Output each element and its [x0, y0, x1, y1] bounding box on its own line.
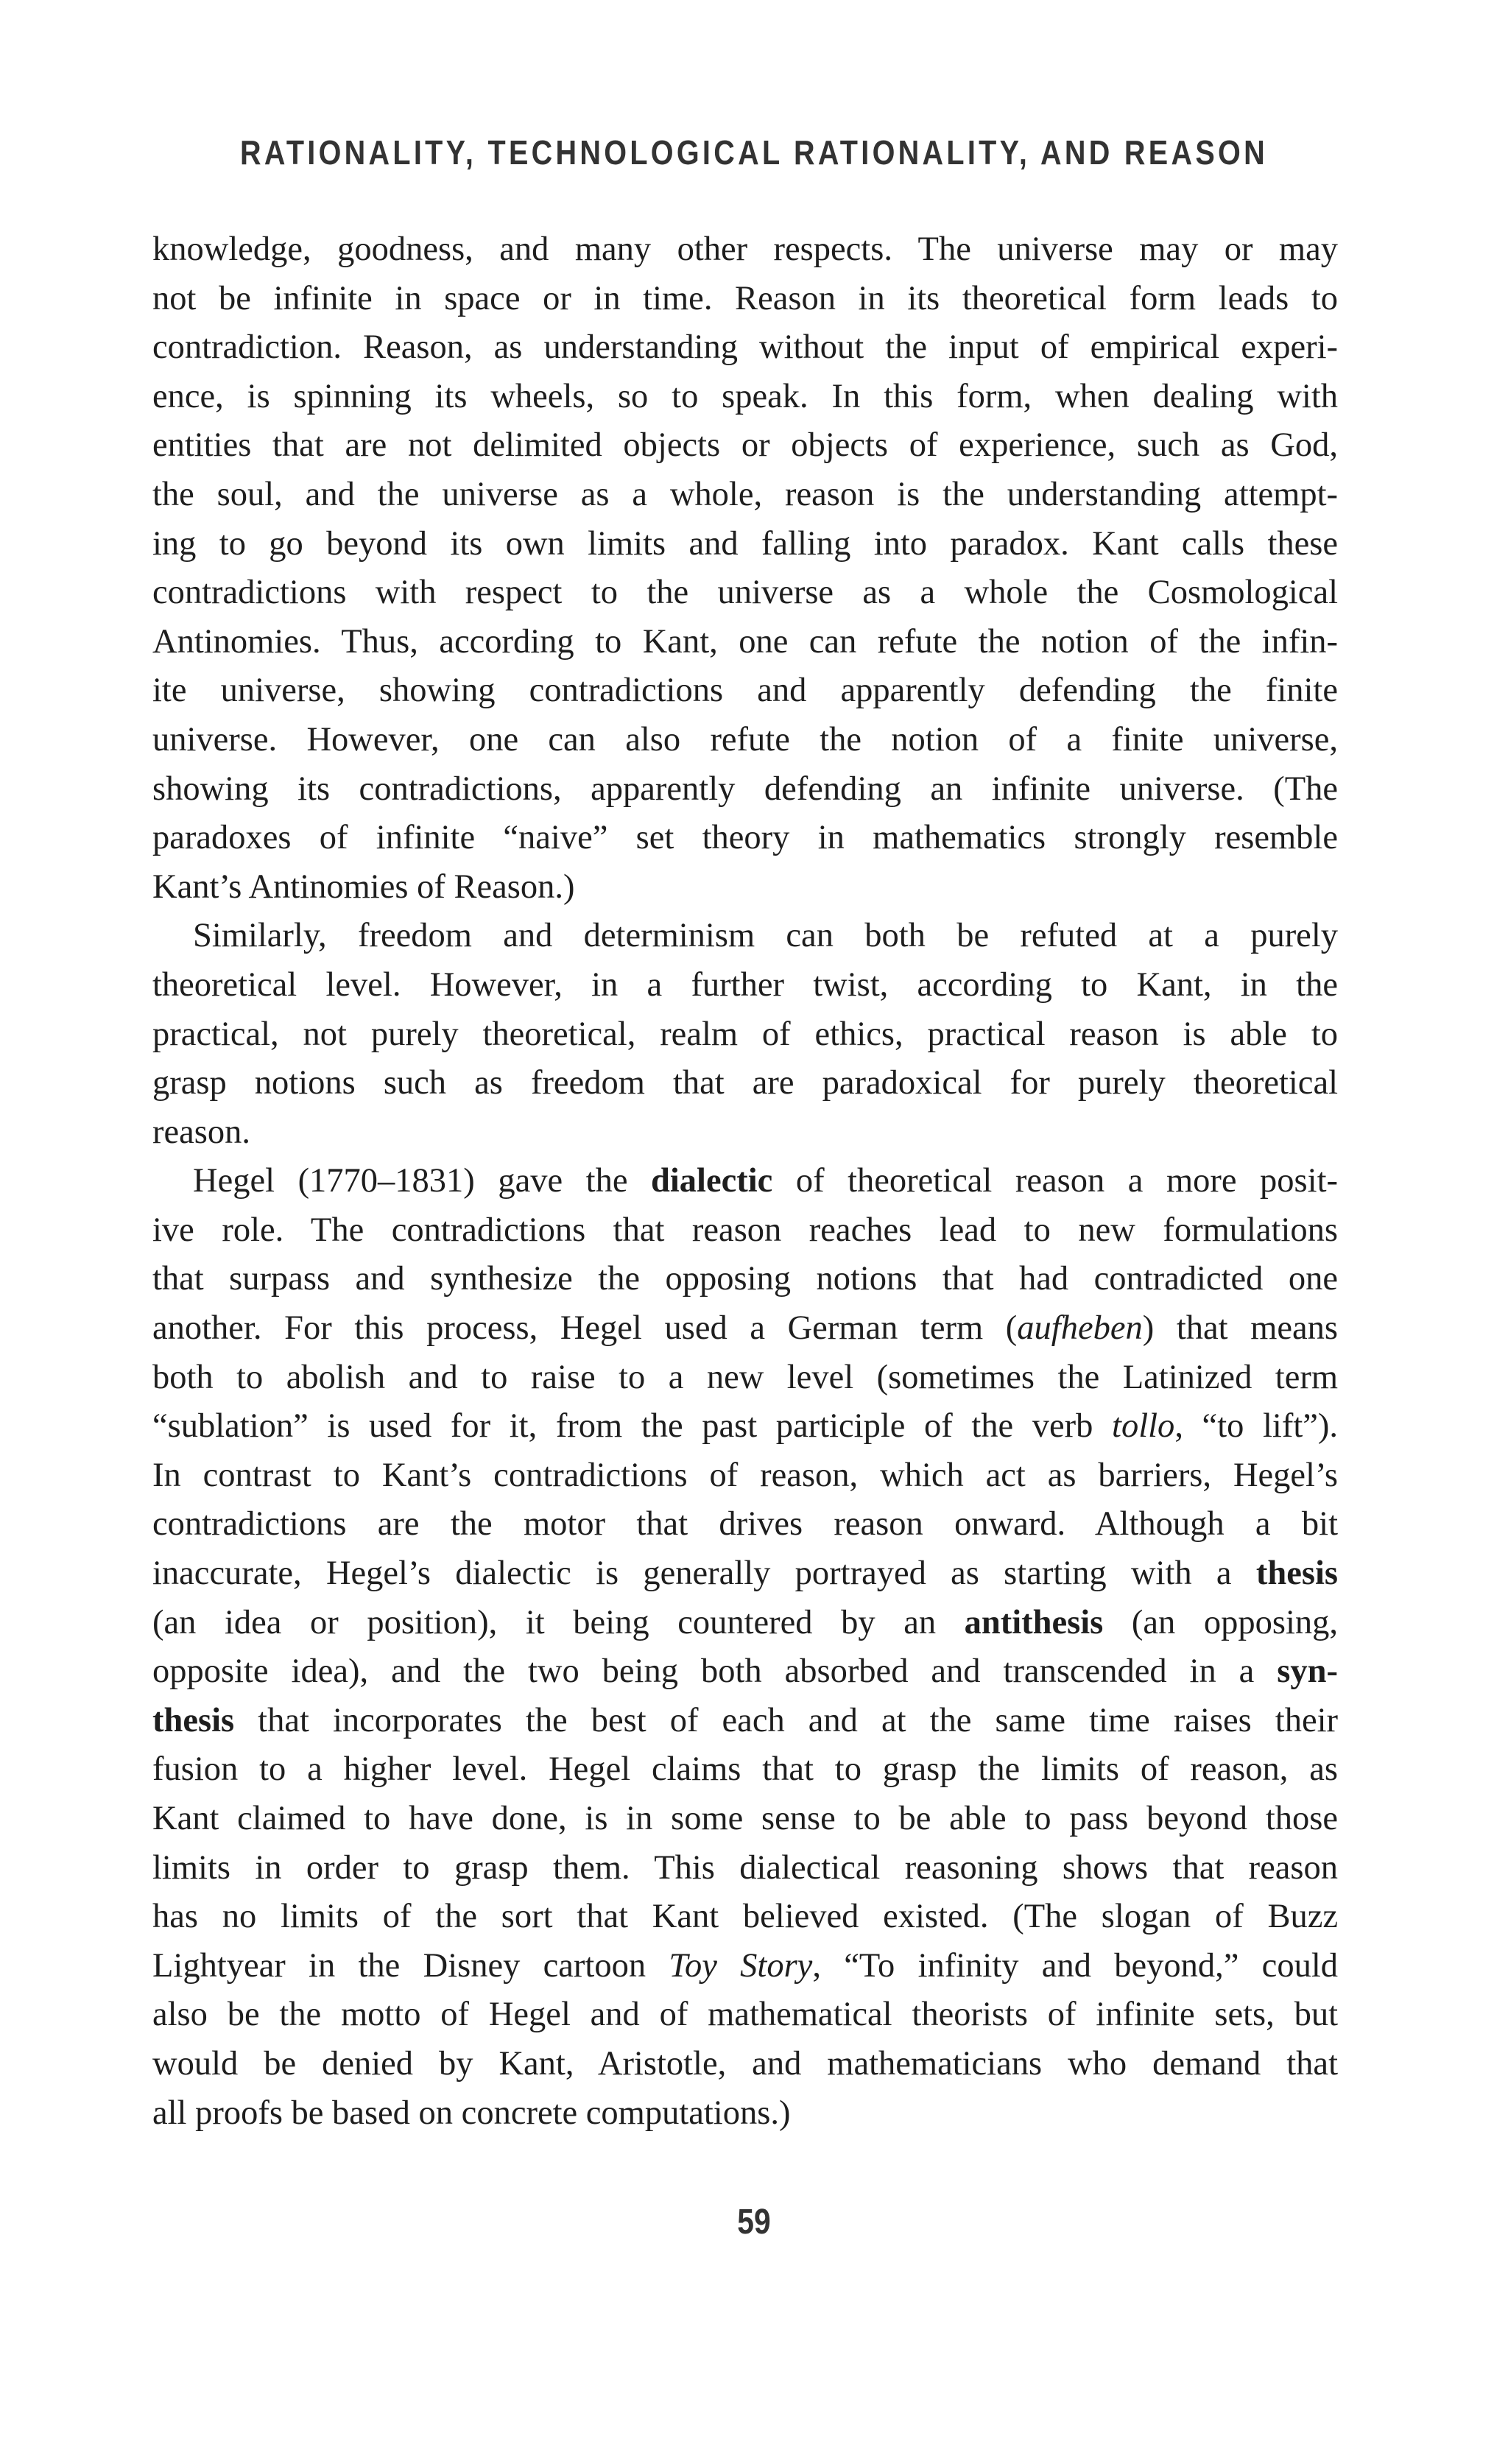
text-line [152, 1599, 1338, 1648]
italic-term: Toy Story [669, 1946, 813, 1985]
text-line [152, 1451, 1338, 1501]
text-run: Hegel (1770–1831) gave the [193, 1162, 652, 1200]
paragraph [152, 1157, 1338, 2138]
text-line [152, 569, 1338, 618]
text-line [152, 961, 1338, 1010]
text-line [152, 1354, 1338, 1403]
bold-term: syn- [1277, 1652, 1338, 1691]
text-run: “sublation” is used for it, from the past participle of the verb [152, 1407, 1113, 1446]
text-line [152, 1157, 1338, 1206]
text-run: , “to lift”). [1174, 1407, 1338, 1446]
text-line [152, 225, 1338, 275]
bold-term: antithesis [964, 1603, 1104, 1641]
text-run: has no limits of the sort that Kant believed existed. (The slogan of Buzz [152, 1898, 1338, 1936]
text-run: (an opposing, [1103, 1603, 1338, 1641]
text-run: Kant claimed to have done, is in some sense to be able to pass beyond those [152, 1800, 1338, 1837]
text-line [152, 275, 1338, 324]
text-run: Similarly, freedom and determinism can both be refuted at a purely [193, 917, 1338, 955]
text-line [152, 1500, 1338, 1549]
text-run: also be the motto of Hegel and of mathematical theorists of infinite sets, but [152, 1996, 1338, 2034]
text-run: contradictions with respect to the universe as a whole the Cosmological [152, 574, 1338, 612]
text-run: entities that are not delimited objects or objects of experience, such as God, [152, 426, 1338, 465]
text-line [152, 1745, 1338, 1795]
text-line [152, 1893, 1338, 1942]
text-line [152, 1206, 1338, 1256]
text-run: Kant’s Antinomies of Reason.) [152, 867, 575, 906]
text-line [152, 2089, 1338, 2139]
paragraph [152, 912, 1338, 1157]
text-line [152, 520, 1338, 569]
page-number: 59 [737, 2203, 771, 2242]
text-run: knowledge, goodness, and many other respects. The universe may or may [152, 230, 1338, 268]
text-run: In contrast to Kant’s contradictions of reason, which act as barriers, Hegel’s [152, 1456, 1338, 1494]
text-run: that surpass and synthesize the opposing notions that had contradicted one [152, 1260, 1338, 1298]
text-run: inaccurate, Hegel’s dialectic is generally portrayed as starting with a [152, 1555, 1256, 1593]
text-line [152, 1844, 1338, 1893]
text-line [152, 1549, 1338, 1599]
italic-term: tollo [1112, 1407, 1175, 1446]
text-line [152, 1108, 1338, 1158]
text-line [152, 471, 1338, 520]
body-text [152, 225, 1338, 2138]
text-run: limits in order to grasp them. This dialectical reasoning shows that reason [152, 1848, 1338, 1887]
text-run: grasp notions such as freedom that are paradoxical for purely theoretical [152, 1064, 1338, 1102]
text-run: ite universe, showing contradictions and apparently defending the finite [152, 672, 1338, 710]
text-line [152, 1647, 1338, 1697]
text-line [152, 1255, 1338, 1304]
text-run: both to abolish and to raise to a new level (sometimes the Latinized term [152, 1358, 1338, 1396]
text-run: ) that means [1142, 1309, 1338, 1348]
text-run: (an idea or position), it being countered by an [152, 1603, 965, 1641]
text-run: contradiction. Reason, as understanding without the input of empirical experi- [152, 328, 1338, 367]
text-run: fusion to a higher level. Hegel claims that to grasp the limits of reason, as [152, 1750, 1338, 1789]
text-line [152, 323, 1338, 373]
italic-term: aufheben [1017, 1309, 1143, 1348]
text-line [152, 1990, 1338, 2040]
text-run: practical, not purely theoretical, realm of ethics, practical reason is able to [152, 1015, 1338, 1053]
text-run: all proofs be based on concrete computations.) [152, 2094, 791, 2132]
text-run: would be denied by Kant, Aristotle, and mathematicians who demand that [152, 2044, 1338, 2083]
text-line [152, 1795, 1338, 1844]
text-line [152, 1010, 1338, 1060]
text-run: not be infinite in space or in time. Reason in its theoretical form leads to [152, 279, 1338, 317]
text-run: Lightyear in the Disney cartoon [152, 1946, 669, 1985]
text-run: showing its contradictions, apparently defending an infinite universe. (The [152, 770, 1338, 808]
text-line [152, 618, 1338, 667]
text-run: that incorporates the best of each and at the same time raises their [234, 1701, 1338, 1739]
text-line [152, 421, 1338, 471]
text-line [152, 1059, 1338, 1108]
text-line [152, 716, 1338, 765]
text-run: ing to go beyond its own limits and falling into paradox. Kant calls these [152, 524, 1338, 563]
paragraph [152, 225, 1338, 912]
text-run: Antinomies. Thus, according to Kant, one can refute the notion of the infin- [152, 622, 1338, 661]
running-header: RATIONALITY, TECHNOLOGICAL RATIONALITY, AND REASON [240, 133, 1268, 172]
text-run: paradoxes of infinite “naive” set theory in mathematics strongly resemble [152, 819, 1338, 857]
text-line [152, 666, 1338, 716]
text-line [152, 863, 1338, 912]
text-run: universe. However, one can also refute the notion of a finite universe, [152, 720, 1338, 758]
text-run: the soul, and the universe as a whole, reason is the understanding attempt- [152, 475, 1338, 513]
text-line [152, 373, 1338, 422]
text-line [152, 912, 1338, 961]
text-line [152, 1304, 1338, 1354]
text-run: another. For this process, Hegel used a German term ( [152, 1309, 1018, 1348]
bold-term: thesis [152, 1701, 235, 1739]
text-line [152, 814, 1338, 863]
bold-term: thesis [1255, 1555, 1338, 1593]
text-line [152, 1697, 1338, 1746]
text-run: of theoretical reason a more posit- [772, 1162, 1338, 1200]
text-line [152, 1402, 1338, 1451]
text-run: contradictions are the motor that drives reason onward. Although a bit [152, 1505, 1338, 1543]
text-run: theoretical level. However, in a further twist, according to Kant, in the [152, 965, 1338, 1004]
bold-term: dialectic [651, 1162, 773, 1200]
text-run: , “To infinity and beyond,” could [812, 1946, 1338, 1985]
text-run: reason. [152, 1113, 250, 1151]
text-run: ive role. The contradictions that reason reaches lead to new formulations [152, 1211, 1338, 1249]
text-run: opposite idea), and the two being both absorbed and transcended in a [152, 1652, 1278, 1691]
text-line [152, 765, 1338, 814]
text-run: ence, is spinning its wheels, so to speak. In this form, when dealing with [152, 377, 1338, 415]
text-line [152, 1942, 1338, 1991]
text-line [152, 2040, 1338, 2089]
